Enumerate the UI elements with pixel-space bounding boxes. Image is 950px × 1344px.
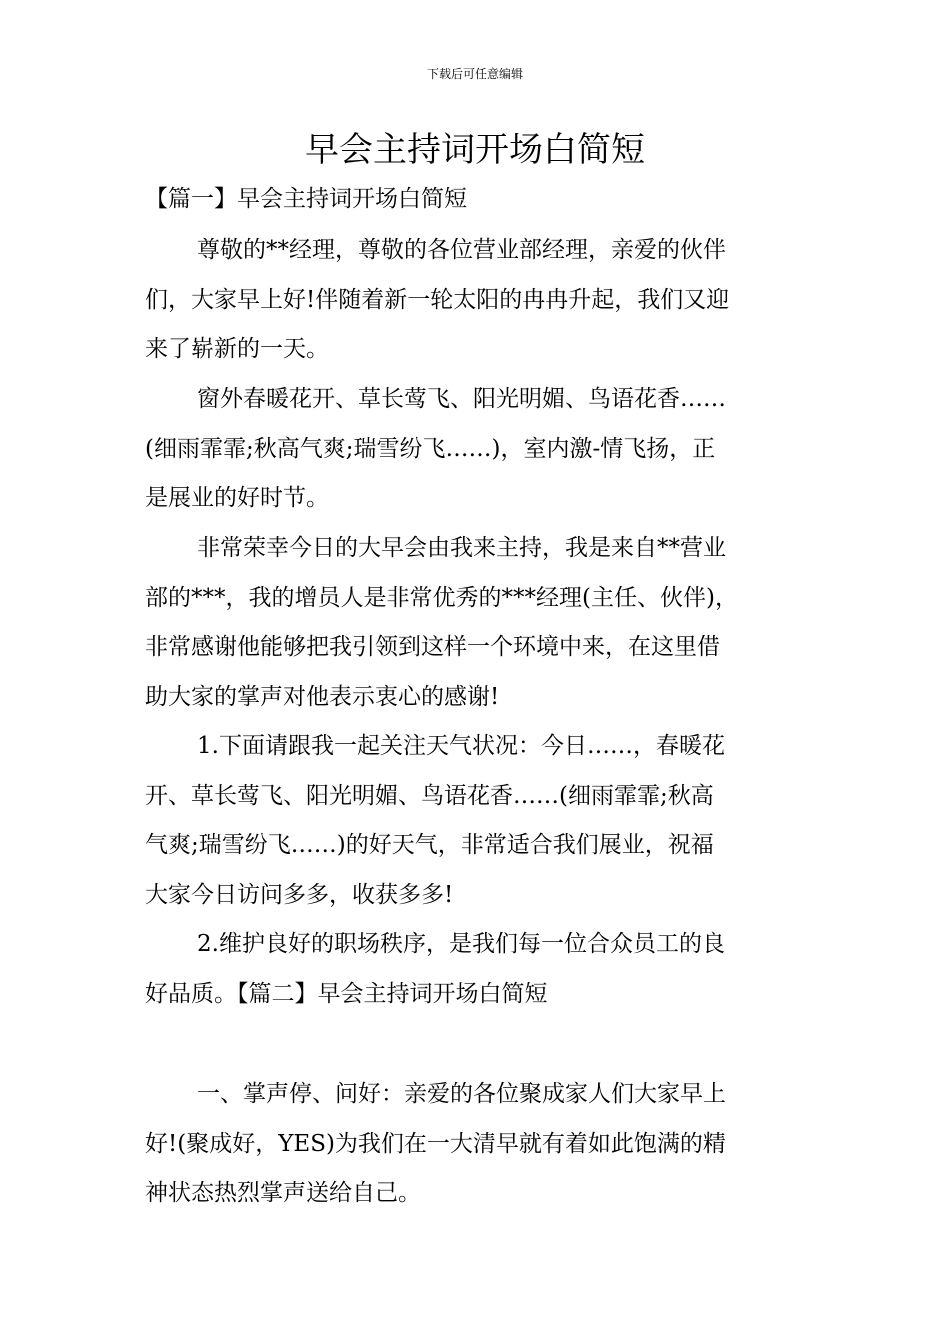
paragraph-host-intro: [145, 524, 810, 722]
paragraph-line: (细雨霏霏;秋高气爽;瑞雪纷飞……)，室内激-情飞扬，正: [145, 435, 716, 462]
paragraph-line: 来了崭新的一天。: [145, 336, 329, 363]
paragraph-line: 开、草长莺飞、阳光明媚、鸟语花香……(细雨霏霏;秋高: [145, 782, 714, 809]
paragraph-item-two: [145, 920, 810, 1019]
paragraph-line: 神状态热烈掌声送给自己。: [145, 1180, 421, 1207]
paragraph-part-two-opening: [145, 1070, 810, 1219]
paragraph-item-one: [145, 722, 810, 920]
paragraph-line: 大家今日访问多多，收获多多!: [145, 881, 454, 908]
paragraph-line: 好!(聚成好，YES)为我们在一大清早就有着如此饱满的精: [145, 1130, 726, 1157]
header-note: 下载后可任意编辑: [426, 67, 523, 81]
paragraph-line: 部的***，我的增员人是非常优秀的***经理(主任、伙伴)，: [145, 584, 738, 611]
paragraph-line: 们，大家早上好!伴随着新一轮太阳的冉冉升起，我们又迎: [145, 286, 730, 313]
paragraph-weather-scene: [145, 375, 810, 524]
paragraph-line: 2.维护良好的职场秩序，是我们每一位合众员工的良: [197, 931, 725, 957]
paragraph-line: 非常感谢他能够把我引领到这样一个环境中来，在这里借: [145, 634, 720, 661]
paragraph-line: 1.下面请跟我一起关注天气状况：今日……，春暖花: [197, 733, 725, 759]
paragraph-line: 尊敬的**经理，尊敬的各位营业部经理，亲爱的伙伴: [197, 237, 726, 263]
paragraph-line: 非常荣幸今日的大早会由我来主持，我是来自**营业: [197, 535, 726, 561]
paragraph-greeting: [145, 226, 810, 375]
paragraph-line: 一、掌声停、问好：亲爱的各位聚成家人们大家早上: [197, 1081, 726, 1107]
paragraph-line: 助大家的掌声对他表示衷心的感谢!: [145, 683, 500, 710]
paragraph-line: 好品质。【篇二】早会主持词开场白简短: [145, 980, 548, 1007]
paragraph-line: 气爽;瑞雪纷飞……)的好天气，非常适合我们展业，祝福: [145, 832, 714, 859]
paragraph-line: 是展业的好时节。: [145, 485, 329, 512]
section-heading-part-one: 【篇一】早会主持词开场白简短: [145, 186, 467, 212]
document-title: 早会主持词开场白简短: [305, 130, 645, 170]
paragraph-line: 窗外春暖花开、草长莺飞、阳光明媚、鸟语花香……: [197, 386, 726, 412]
